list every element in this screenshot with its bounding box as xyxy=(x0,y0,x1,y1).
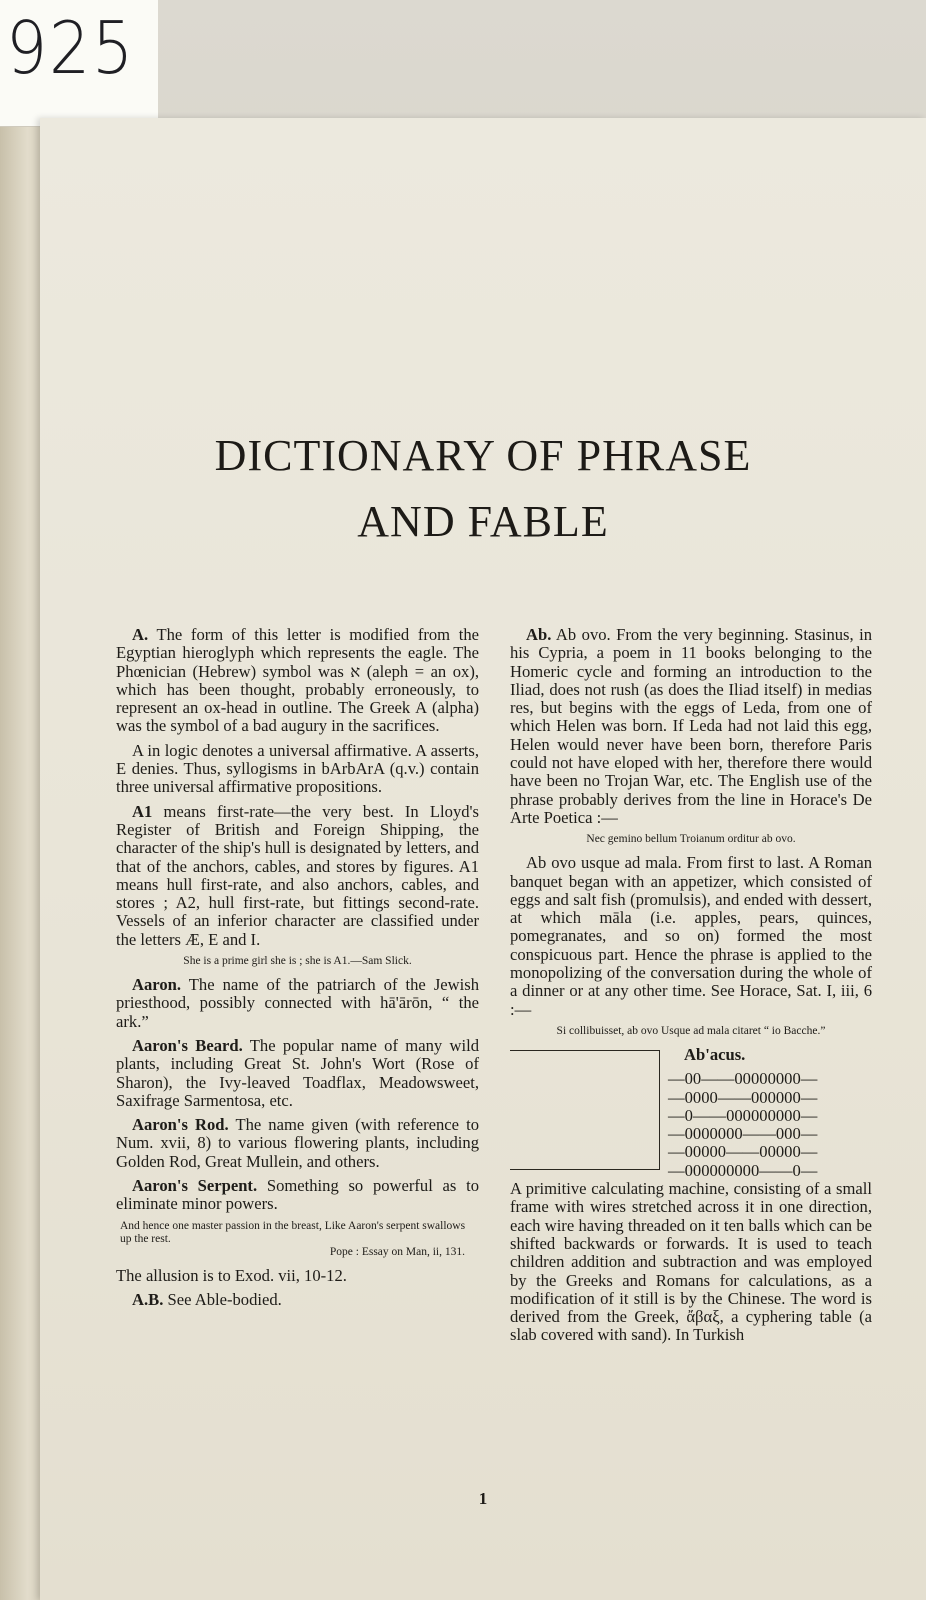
entry-ab-ovo xyxy=(510,626,872,827)
entry-aarons-serpent xyxy=(116,1177,479,1214)
entry-aarons-beard xyxy=(116,1037,479,1110)
headword: Aaron. xyxy=(132,975,182,995)
entry-ab xyxy=(116,1291,479,1309)
title-line-1: DICTIONARY OF PHRASE xyxy=(214,431,752,480)
quotation-text: And hence one master passion in the breast, Like Aaron's serpent swallows up the rest. xyxy=(120,1219,466,1245)
entry-text: The allusion is to Exod. vii, 10-12. xyxy=(116,1265,347,1285)
entry-text: The name of the patriarch of the Jewish priesthood, possibly connected with hā'ārōn, “ the ark.” xyxy=(116,975,479,1031)
left-column xyxy=(116,626,479,1315)
entry-aaron xyxy=(116,976,479,1031)
entry-allusion xyxy=(116,1267,479,1285)
abacus-row: —00——00000000— xyxy=(668,1069,818,1089)
entry-a xyxy=(116,626,479,736)
entry-text: Ab ovo usque ad mala. From first to last. A Roman banquet began with an appetizer, which consisted of eggs and salt fish (promulsis), and ended with dessert, at which māla (i.e. apples, pears, quinces, pomegranates, and so on) formed the most conspicuous part. Hence the phrase is applied to the monopolizing of the conversation during the whole of a dinner or at any other time. See Horace, Sat. I, iii, 6 :— xyxy=(510,853,872,1019)
entry-a1 xyxy=(116,803,479,949)
abacus-entry xyxy=(510,1046,872,1345)
right-column xyxy=(510,626,872,1351)
abacus-row: —0——000000000— xyxy=(668,1105,818,1125)
headword: A.B. xyxy=(132,1289,164,1309)
entry-text: means first-rate—the very best. In Lloyd's Register of British and Foreign Shipping, the character of the ship's hull is designated by letters, and that of the anchors, cables, and stores by figures. A1 means hull first-rate, and also anchors, cables, and stores ; A2, hull first-rate, but fittings second-rate. Vessels of an inferior character are classified under the letters Æ, E and I. xyxy=(116,801,479,949)
headword: Aaron's Serpent. xyxy=(132,1176,258,1196)
quotation-sat: Si collibuisset, ab ovo Usque ad mala citaret “ io Bacche.” xyxy=(556,1024,826,1037)
headword: Ab. xyxy=(526,625,552,644)
tag-number: 925 xyxy=(6,6,136,90)
abacus-row: —0000——000000— xyxy=(668,1087,818,1107)
headword: A. xyxy=(132,625,149,644)
number-tag xyxy=(0,0,158,127)
book-page xyxy=(40,118,926,1600)
abacus-row: —000000000——0— xyxy=(668,1160,818,1180)
abacus-row: —00000——00000— xyxy=(668,1142,818,1162)
entry-text: The name given (with reference to Num. xvii, 8) to various flowering plants, including Golden Rod, Great Mullein, and others. xyxy=(116,1115,479,1171)
entry-aarons-rod xyxy=(116,1116,479,1171)
entry-text: Ab ovo. From the very beginning. Stasinus, in his Cypria, a poem in 11 books belonging to the Homeric cycle and forming an introduction to the Iliad, does not rush (as does the Iliad itself) in medias res, but begins with the eggs of Leda, from one of which Helen was born. If Leda had not laid this egg, Helen would never have been born, therefore Paris could not have eloped with her, therefore there would have been no Trojan War, etc. The English use of the phrase probably derives from the line in Horace's De Arte Poetica :— xyxy=(510,625,873,827)
entry-a-logic xyxy=(116,742,479,797)
abacus-row: —0000000——000— xyxy=(668,1124,818,1144)
entry-text: The popular name of many wild plants, including Great St. John's Wort (Rose of Sharon), the Ivy-leaved Toadflax, Meadowsweet, Saxifrage Sarmentosa, etc. xyxy=(116,1035,479,1110)
quotation-source: Pope : Essay on Man, ii, 131. xyxy=(329,1245,465,1258)
page-number: 1 xyxy=(478,1489,488,1508)
entry-ab-ovo-usque xyxy=(510,854,872,1019)
abacus-illustration xyxy=(510,1050,660,1170)
quotation-horace: Nec gemino bellum Troianum orditur ab ovo. xyxy=(586,833,796,846)
headword: A1 xyxy=(132,801,153,821)
headword: Aaron's Beard. xyxy=(132,1035,243,1055)
entry-text: Something so powerful as to eliminate minor powers. xyxy=(116,1176,480,1214)
title-line-2: AND FABLE xyxy=(357,497,609,546)
entry-text: See Able-bodied. xyxy=(167,1289,282,1309)
quotation: She is a prime girl she is ; she is A1.—Sam Slick. xyxy=(183,955,412,968)
entry-text: A in logic denotes a universal affirmative. A asserts, E denies. Thus, syllogisms in bArbArA (q.v.) contain three universal affirmative propositions. xyxy=(116,740,479,797)
entry-text: A primitive calculating machine, consisting of a small frame with wires stretched across it in one direction, each wire having threaded on it ten balls which can be shifted backwards or forwards. It is used to teach children addition and subtraction and was employed by the Greeks and Romans for calculations, as a modification of it still is by the Chinese. The word is derived from the Greek, ἄβαξ, a cyphering table (a slab covered with sand). In Turkish xyxy=(510,1179,872,1345)
quotation-pope xyxy=(116,1220,479,1259)
headword: Aaron's Rod. xyxy=(132,1115,229,1135)
entry-abacus xyxy=(510,1046,872,1064)
headword: Ab'acus. xyxy=(684,1044,746,1064)
entry-text: The form of this letter is modified from the Egyptian hieroglyph which represents the eagle. The Phœnician (Hebrew) symbol was א (aleph = an ox), which has been thought, probably erroneously, to represent an ox-head in outline. The Greek A (alpha) was the symbol of a bad augury in the sacrifices. xyxy=(116,625,479,736)
